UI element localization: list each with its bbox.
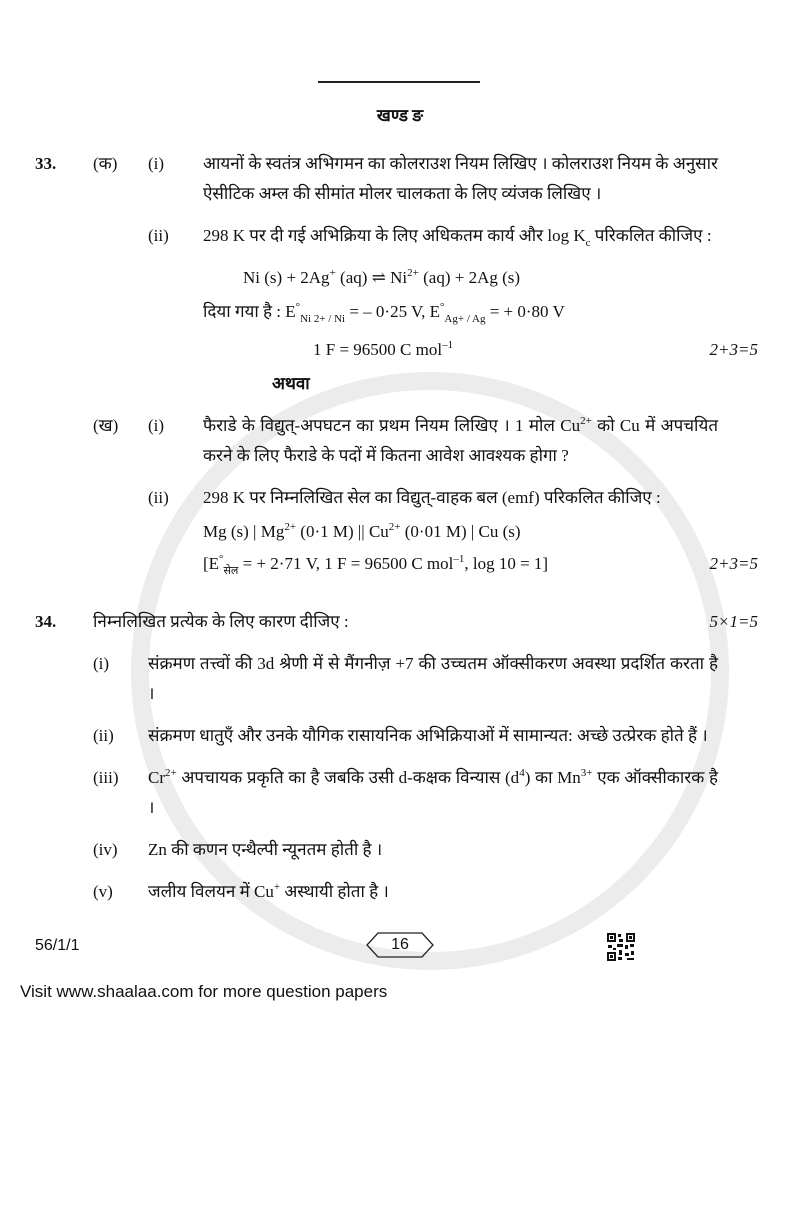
text-segment: (0·1 M) || Cu	[296, 522, 389, 541]
q34-item	[35, 649, 758, 709]
q33-b-i-line	[203, 416, 645, 435]
marks-q34: 5×1=5	[709, 612, 758, 631]
text-segment: परिकलित कीजिए :	[594, 226, 712, 245]
question-number-34: 34.	[35, 612, 57, 631]
qr-code-icon	[607, 933, 635, 961]
superscript: 2+	[165, 767, 177, 779]
text-segment: (aq) + 2Ag (s)	[418, 268, 521, 287]
text-segment: अस्थायी होता है ।	[280, 882, 389, 901]
text-segment: कीजिए :	[607, 488, 661, 507]
q34-item	[35, 835, 758, 865]
q34-item	[35, 721, 758, 751]
superscript: 2+	[284, 521, 297, 533]
superscript: 2+	[407, 267, 419, 279]
text-segment: 298 K पर दी गई अभिक्रिया के लिए अधिकतम कार्य और log K	[203, 226, 586, 245]
q33-a-i	[35, 149, 758, 209]
superscript: –1	[453, 553, 465, 565]
option-label-ka: (क)	[93, 154, 118, 173]
text-segment: नियम के अनुसार ऐसीटिक अम्ल की सीमांत मोलर चालकता के लिए	[203, 154, 718, 203]
q33-b-ii-text	[203, 483, 718, 513]
q33-a-i-line	[501, 184, 601, 203]
q33-b-i	[35, 411, 758, 471]
q34-item-line	[148, 654, 621, 673]
cell-given-row	[203, 549, 758, 579]
subscript: Ni 2+ / Ni	[300, 313, 346, 325]
superscript: 2+	[388, 521, 401, 533]
text-segment: Zn की कणन एन्थैल्पी न्यूनतम होती है ।	[148, 840, 383, 859]
text-segment: अपचायक प्रकृति का है जबकि उसी d-कक्षक विन्यास (d	[176, 768, 520, 787]
text-segment: को Cu	[591, 416, 640, 435]
text-segment: Cr	[148, 768, 165, 787]
q34-stem-line	[93, 607, 758, 637]
text-segment: Ni (s) + 2Ag	[243, 268, 330, 287]
part-label-ii: (ii)	[148, 488, 169, 507]
superscript: –1	[442, 339, 454, 351]
q34-item-label: (i)	[93, 654, 110, 673]
text-segment: [E	[203, 554, 220, 573]
visit-website-link[interactable]: Visit www.shaalaa.com for more question papers	[20, 982, 388, 1001]
superscript: °	[295, 301, 301, 313]
q33-a-i-line	[203, 154, 617, 173]
text-segment: प्रदर्शित करता है ।	[148, 654, 718, 703]
footer	[20, 931, 758, 1011]
superscript: °	[219, 553, 224, 565]
q34-item-text	[148, 721, 718, 751]
q33-b-ii-line	[203, 488, 608, 507]
q34-item-line	[148, 840, 382, 859]
subscript: c	[585, 237, 591, 249]
superscript: °	[440, 301, 445, 313]
q34-item-text	[148, 649, 718, 709]
page-number: 16	[391, 936, 409, 953]
top-rule	[318, 81, 480, 83]
text-segment: (0·01 M) | Cu (s)	[400, 522, 521, 541]
q34-item-text	[148, 877, 718, 907]
or-label: अथवा	[272, 374, 310, 393]
given-potentials	[203, 297, 758, 327]
text-segment: = – 0·25 V, E	[345, 302, 441, 321]
text-segment: आयनों के स्वतंत्र अभिगमन का कोलराउश नियम लिखिए । कोलराउश	[203, 154, 613, 173]
text-segment: Mg (s) | Mg	[203, 522, 285, 541]
question-number-33: 33.	[35, 154, 57, 173]
subscript: Ag+ / Ag	[444, 313, 486, 325]
text-segment: में अपचयित करने के लिए फैराडे के पदों में कितना आवेश आवश्यक	[203, 416, 719, 465]
faraday-row	[203, 335, 758, 365]
page-number-badge	[366, 931, 434, 959]
q34-item-line	[148, 726, 612, 745]
superscript: +	[273, 881, 281, 893]
superscript: 2+	[580, 415, 592, 427]
q34-item-label: (iii)	[93, 768, 119, 787]
option-label-kha: (ख)	[93, 416, 119, 435]
part-label-i: (i)	[148, 416, 165, 435]
part-label-i: (i)	[148, 154, 165, 173]
text-segment: उत्प्रेरक होते हैं ।	[612, 726, 708, 745]
text-segment: फैराडे के विद्युत्-अपघटन का प्रथम नियम लिखिए । 1 मोल Cu	[203, 416, 581, 435]
text-segment: 1 F = 96500 C mol	[313, 340, 443, 359]
q34-item-text	[148, 763, 718, 823]
q34-item-line	[612, 726, 707, 745]
text-segment: , log 10 = 1]	[464, 554, 549, 573]
q33-b-i-line	[530, 446, 569, 465]
q34-item-line	[148, 768, 624, 787]
reaction-equation	[203, 263, 758, 293]
q34-item-label: (v)	[93, 882, 113, 901]
q33-b-ii-body	[203, 483, 758, 579]
marks-q33-b: 2+3=5	[709, 554, 758, 573]
q33-a-ii-line	[203, 226, 595, 249]
marks-q33-a: 2+3=5	[709, 340, 758, 359]
exam-page	[0, 81, 800, 1011]
superscript: 3+	[580, 767, 593, 779]
q33-b-ii	[35, 483, 758, 579]
part-label-ii: (ii)	[148, 226, 169, 245]
q33-a-ii-line	[595, 226, 712, 245]
q34-item-label: (iv)	[93, 840, 118, 859]
q34-item-text	[148, 835, 718, 865]
text-segment: जलीय विलयन में Cu	[148, 882, 274, 901]
faraday-constant	[203, 335, 453, 365]
superscript: +	[329, 267, 336, 279]
text-segment: एक	[592, 768, 620, 787]
q33-a-ii-text	[203, 221, 718, 251]
superscript: 4	[519, 767, 525, 779]
text-segment: दिया गया है : E	[203, 302, 296, 321]
q33-b-i-text	[203, 411, 718, 471]
q33-a-ii	[35, 221, 758, 365]
text-segment: संक्रमण तत्त्वों की 3d श्रेणी में से मैंगनीज़ +7 की उच्चतम ऑक्सीकरण अवस्था	[148, 654, 616, 673]
text-segment: संक्रमण धातुएँ और उनके यौगिक रासायनिक अभिक्रियाओं में सामान्यत: अच्छे	[148, 726, 609, 745]
q34-item	[35, 763, 758, 823]
text-segment: होगा ?	[529, 446, 569, 465]
q34-stem	[93, 607, 349, 637]
paper-code: 56/1/1	[35, 937, 80, 954]
text-segment: निम्नलिखित प्रत्येक के लिए कारण दीजिए :	[93, 612, 349, 631]
text-segment: (aq) ⇌ Ni	[335, 268, 408, 287]
subscript: सेल	[223, 565, 239, 577]
text-segment: व्यंजक लिखिए ।	[501, 184, 602, 203]
text-segment: 298 K पर निम्नलिखित सेल का विद्युत्-वाहक बल (emf) परिकलित	[203, 488, 604, 507]
text-segment: ) का Mn	[524, 768, 581, 787]
q34-item-label: (ii)	[93, 726, 114, 745]
q34-stem-row	[35, 607, 758, 637]
q33-a-i-text	[203, 149, 718, 209]
q33-a-ii-body	[203, 221, 758, 365]
cell-notation	[203, 517, 758, 547]
section-title: खण्ड ङ	[376, 106, 424, 125]
cell-given-values	[203, 549, 548, 579]
text-segment: = + 2·71 V, 1 F = 96500 C mol	[238, 554, 454, 573]
text-segment: ऑक्सीकारक है ।	[148, 768, 718, 817]
q33-b-ii-line	[608, 488, 661, 507]
q34-item-line	[148, 882, 389, 901]
text-segment: = + 0·80 V	[485, 302, 565, 321]
q34-item	[35, 877, 758, 907]
